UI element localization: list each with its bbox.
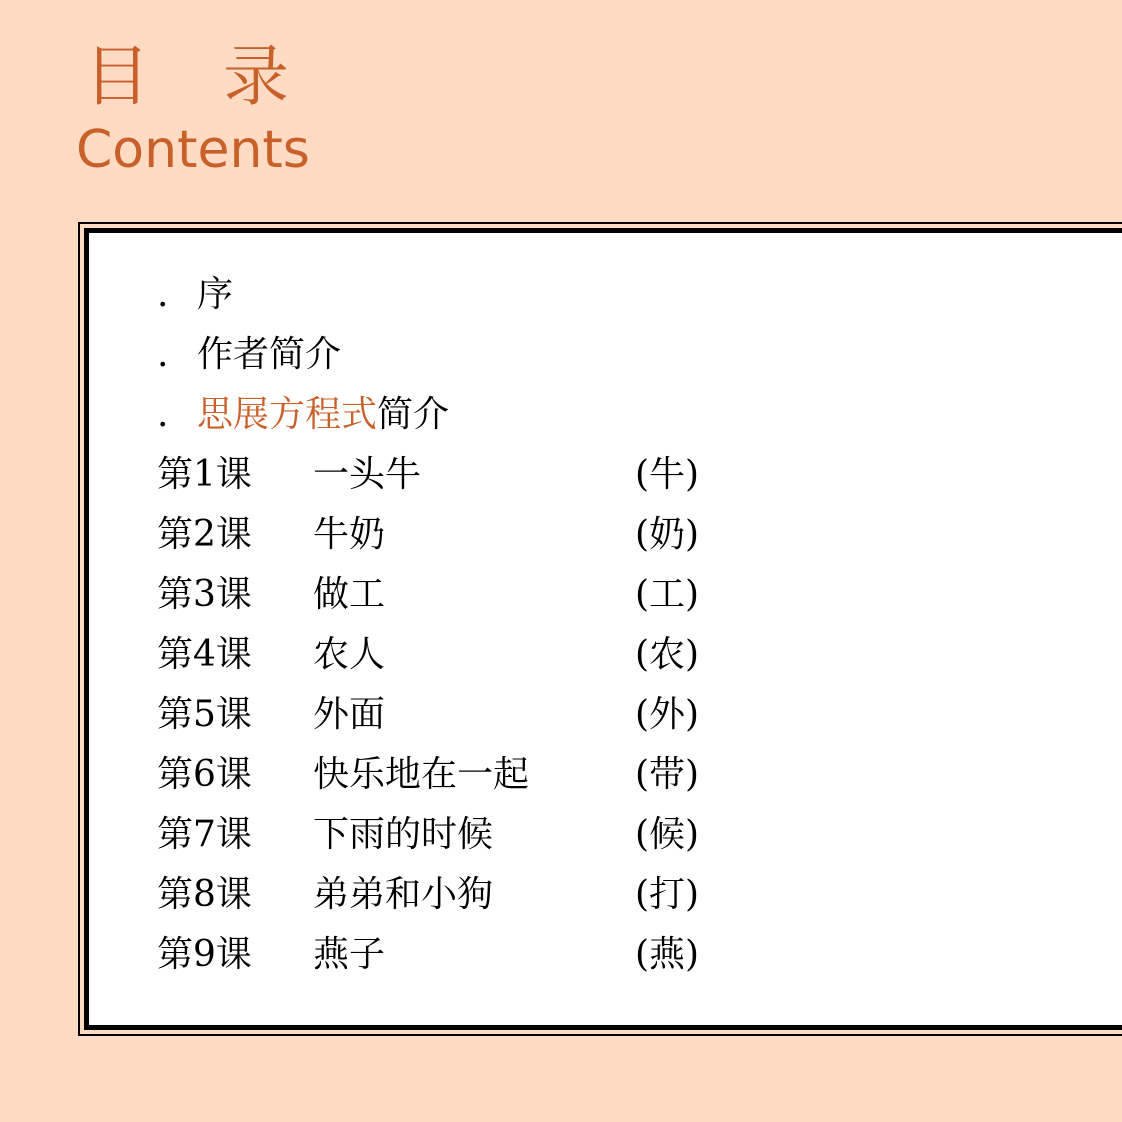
lesson-number: 第9课: [157, 934, 252, 975]
page-title-english: Contents: [76, 120, 310, 180]
intro-item-label: 简介: [377, 394, 450, 435]
intro-item-label: 序: [197, 274, 234, 315]
lesson-character: (燕): [635, 934, 700, 975]
lesson-title: 农人: [313, 634, 386, 675]
bullet: .: [157, 394, 169, 435]
lesson-number: 第3课: [157, 574, 252, 615]
contents-panel: [84, 228, 1122, 1030]
lesson-character: (工): [635, 574, 700, 615]
lesson-title: 燕子: [313, 934, 386, 975]
intro-item-label: 作者简介: [197, 334, 342, 375]
lesson-number: 第8课: [157, 874, 252, 915]
lesson-number: 第5课: [157, 694, 252, 735]
lesson-character: (候): [635, 814, 700, 855]
lesson-number: 第7课: [157, 814, 252, 855]
lesson-character: (农): [635, 634, 700, 675]
lesson-character: (带): [635, 754, 700, 795]
lesson-title: 弟弟和小狗: [313, 874, 494, 915]
intro-item-highlight: 思展方程式: [197, 394, 378, 435]
lesson-character: (打): [635, 874, 700, 915]
intro-item-author-bio[interactable]: [157, 325, 341, 385]
bullet: .: [157, 274, 169, 315]
lesson-title: 外面: [313, 694, 386, 735]
lesson-number: 第6课: [157, 754, 252, 795]
intro-item-preface[interactable]: [157, 265, 233, 325]
lesson-title: 下雨的时候: [313, 814, 494, 855]
intro-item-method-intro[interactable]: [157, 385, 449, 445]
page-title-chinese: 目 录: [84, 38, 315, 115]
lesson-character: (牛): [635, 454, 700, 495]
lesson-character: (外): [635, 694, 700, 735]
lesson-character: (奶): [635, 514, 700, 555]
lesson-title: 快乐地在一起: [313, 754, 530, 795]
lesson-title: 牛奶: [313, 514, 386, 555]
lesson-number: 第4课: [157, 634, 252, 675]
bullet: .: [157, 334, 169, 375]
lesson-number: 第1课: [157, 454, 252, 495]
lesson-title: 一头牛: [313, 454, 422, 495]
lesson-number: 第2课: [157, 514, 252, 555]
lesson-title: 做工: [313, 574, 386, 615]
